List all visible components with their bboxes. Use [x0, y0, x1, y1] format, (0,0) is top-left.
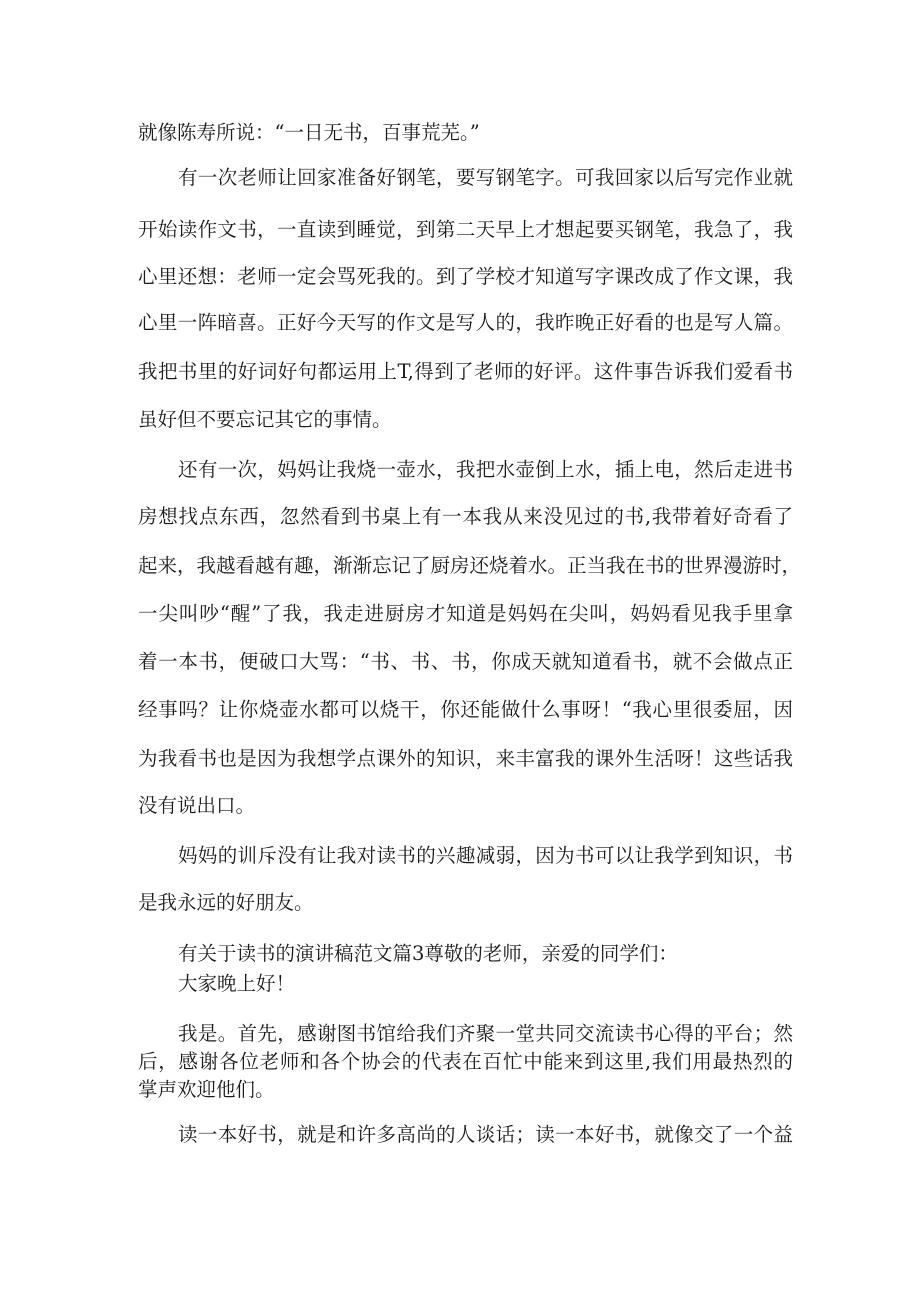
text-line-16: 妈妈的训斥没有让我对读书的兴趣减弱，因为书可以让我学到知识，书 [178, 844, 793, 867]
text-line-10: 起来，我越看越有趣，渐渐忘记了厨房还烧着水。正当我在书的世界漫游时， [138, 554, 802, 577]
text-line-1: 就像陈寿所说：“一日无书，百事荒芜。” [138, 121, 480, 144]
text-line-2: 有一次老师让回家准备好钢笔，要写钢笔字。可我回家以后写完作业就 [178, 166, 793, 189]
text-line-5: 心里一阵暗喜。正好今天写的作文是写人的，我昨晚正好看的也是写人篇。 [138, 311, 793, 334]
text-line-15: 没有说出口。 [138, 794, 256, 817]
text-line-14: 为我看书也是因为我想学点课外的知识，来丰富我的课外生活呀！这些话我 [138, 747, 793, 770]
text-line-9: 房想找点东西，忽然看到书桌上有一本我从来没见过的书,我带着好奇看了 [138, 505, 793, 528]
text-line-8: 还有一次，妈妈让我烧一壶水，我把水壶倒上水，插上电，然后走进书 [178, 458, 793, 481]
text-line-18: 有关于读书的演讲稿范文篇3尊敬的老师，亲爱的同学们： [178, 942, 678, 965]
text-line-23: 读一本好书，就是和许多高尚的人谈话；读一本好书，就像交了一个益 [178, 1123, 793, 1146]
text-line-11: 一尖叫吵“醒”了我，我走进厨房才知道是妈妈在尖叫，妈妈看见我手里拿 [138, 602, 793, 625]
text-line-19: 大家晚上好！ [178, 972, 296, 995]
text-line-4: 心里还想：老师一定会骂死我的。到了学校才知道写字课改成了作文课，我 [138, 265, 793, 288]
text-line-13: 经事吗？让你烧壶水都可以烧干，你还能做什么事呀！“我心里很委屈，因 [138, 698, 793, 721]
text-line-17: 是我永远的好朋友。 [138, 891, 314, 914]
text-line-22: 掌声欢迎他们。 [138, 1078, 275, 1101]
text-line-7: 虽好但不要忘记其它的事情。 [138, 408, 392, 431]
text-line-3: 开始读作文书，一直读到睡觉，到第二天早上才想起要买钢笔，我急了，我 [138, 218, 793, 241]
text-line-12: 着一本书，便破口大骂：“书、书、书，你成天就知道看书，就不会做点正 [138, 650, 793, 673]
text-line-20: 我是。首先，感谢图书馆给我们齐聚一堂共同交流读书心得的平台；然 [178, 1022, 793, 1045]
text-line-21: 后，感谢各位老师和各个协会的代表在百忙中能来到这里,我们用最热烈的 [138, 1050, 793, 1073]
text-line-6: 我把书里的好词好句都运用上T,得到了老师的好评。这件事告诉我们爱看书 [138, 360, 793, 383]
